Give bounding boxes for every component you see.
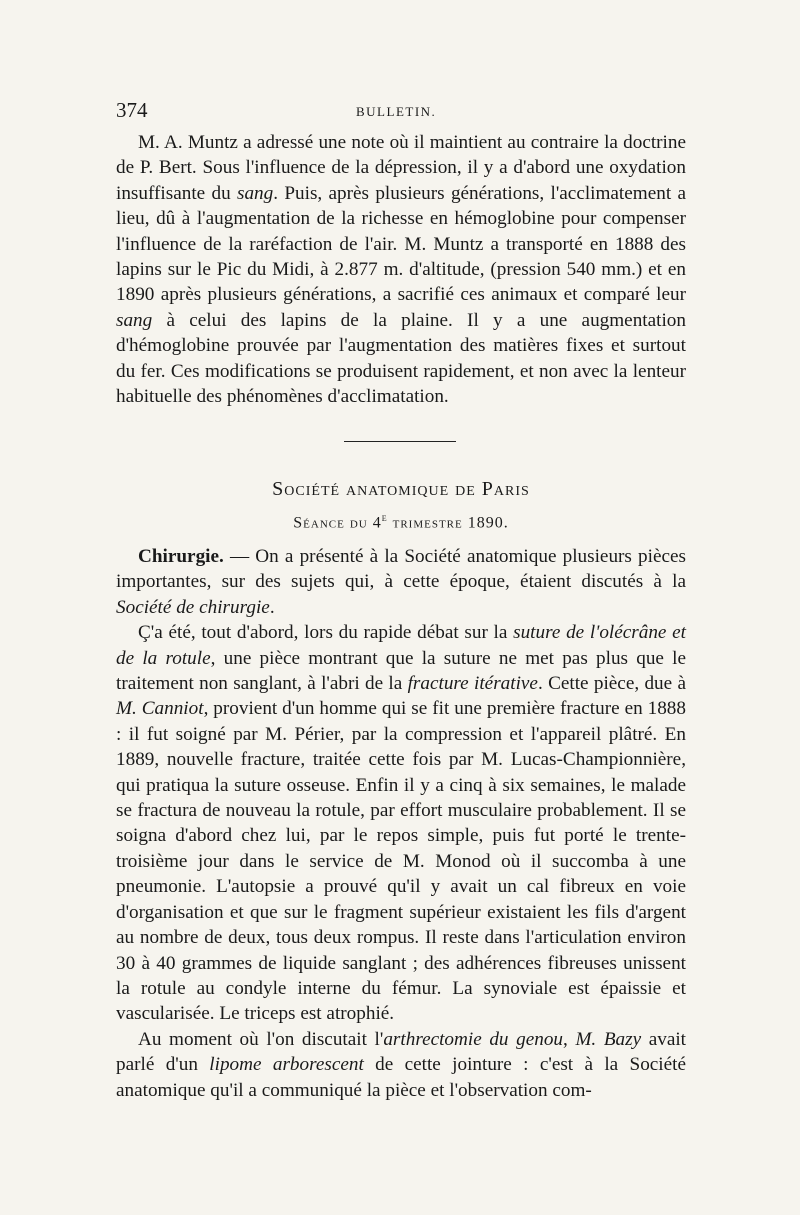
italic-run: suture de l'olécrâne et de la rotule (116, 622, 686, 669)
section-subtitle (116, 512, 686, 532)
paragraph-lead: Chirurgie. (138, 546, 224, 567)
section-title: Société anatomique de Paris (272, 478, 530, 500)
text-run: Ç'a été, tout d'abord, lors du rapide débat sur la (138, 622, 514, 644)
text-run: à celui des lapins de la plaine. Il y a une augmentation d'hémoglobine prouvée par l'augmentation des matières fixes et surtout du fer. Ces modifications se produisent rapidement, et non avec la lenteur habituelle des phénomènes d'acclimatation. (116, 309, 686, 408)
paragraph-rotule (116, 620, 686, 1027)
paragraph-muntz (116, 130, 686, 409)
subtitle-text: trimestre 1890. (387, 514, 509, 532)
text-run: , provient d'un homme qui se fit une première fracture en 1888 : il fut soigné par M. Périer, par la compression et l'appareil plâtré. En 1889, nouvelle fracture, traitée cette fois par M. Lucas-Championnière, qui pratiqua la suture osseuse. Enfin il y a cinq à six semaines, le malade se fractura de nouveau la rotule, par effort musculaire probablement. Il se soigna d'abord chez lui, par le repos simple, puis fut porté le trente-troisième jour dans le service de M. Monod où il succomba à une pneumonie. L'autopsie a prouvé qu'il y avait un cal fibreux en voie d'organisation et que sur le fragment supérieur existaient les fils d'argent au nombre de deux, tous deux rompus. Il reste dans l'articulation environ 30 à 40 grammes de liquide sanglant ; des adhérences fibreuses unissent la rotule au condyle interne du fémur. La synoviale est épaissie et vascularisée. Le triceps est atrophié. (116, 698, 686, 1025)
text-run: Au moment où l'on discutait l' (138, 1028, 384, 1050)
text-run: — On a présenté à la Société anatomique plusieurs pièces importantes, sur des sujets qui, à cette époque, étaient discutés à la (116, 546, 686, 593)
subtitle-text: Séance du 4 (293, 514, 382, 532)
text-run: . (269, 596, 275, 618)
paragraph-text (116, 130, 686, 409)
text-run: M. A. Muntz a adressé une note où il maintient au contraire la doctrine de P. Bert. Sous l'influence de la dépression, il y a d'abord une oxydation insuffisante du (116, 132, 686, 204)
paragraph-bazy (116, 1027, 686, 1103)
text-run: , (563, 1028, 576, 1050)
page-header (116, 98, 686, 128)
italic-run: sang (116, 309, 153, 331)
italic-run: Société de chirurgie (116, 596, 270, 618)
italic-run: M. Canniot (116, 698, 204, 720)
text-run: . Cette pièce, due à (537, 673, 686, 695)
paragraph-chirurgie (116, 544, 686, 620)
italic-run: sang (237, 182, 274, 204)
italic-run: lipome arborescent (209, 1054, 364, 1076)
page-number: 374 (116, 98, 148, 122)
subtitle-superscript: e (381, 512, 388, 524)
text-run: avait parlé d'un (116, 1028, 687, 1076)
section-divider (344, 441, 456, 442)
running-title: BULLETIN. (356, 104, 437, 119)
section-body (116, 544, 686, 1103)
italic-run: fracture itérative (407, 673, 538, 695)
italic-run: arthrectomie du genou (383, 1028, 564, 1050)
text-run: de cette jointure : c'est à la Société anatomique qu'il a communiqué la pièce et l'observation com- (116, 1054, 686, 1101)
text-run: . Puis, après plusieurs générations, l'acclimatement a lieu, dû à l'augmentation de la richesse en hémoglobine pour compenser l'influence de la raréfaction de l'air. M. Muntz a transporté en 1888 des lapins sur le Pic du Midi, à 2.877 m. d'altitude, (pression 540 mm.) et en 1890 après plusieurs générations, a sacrifié ces animaux et comparé leur (116, 182, 686, 306)
italic-run: M. Bazy (575, 1028, 642, 1050)
text-run: , une pièce montrant que la suture ne met pas plus que le traitement non sanglant, à l'abri de la (116, 647, 687, 695)
